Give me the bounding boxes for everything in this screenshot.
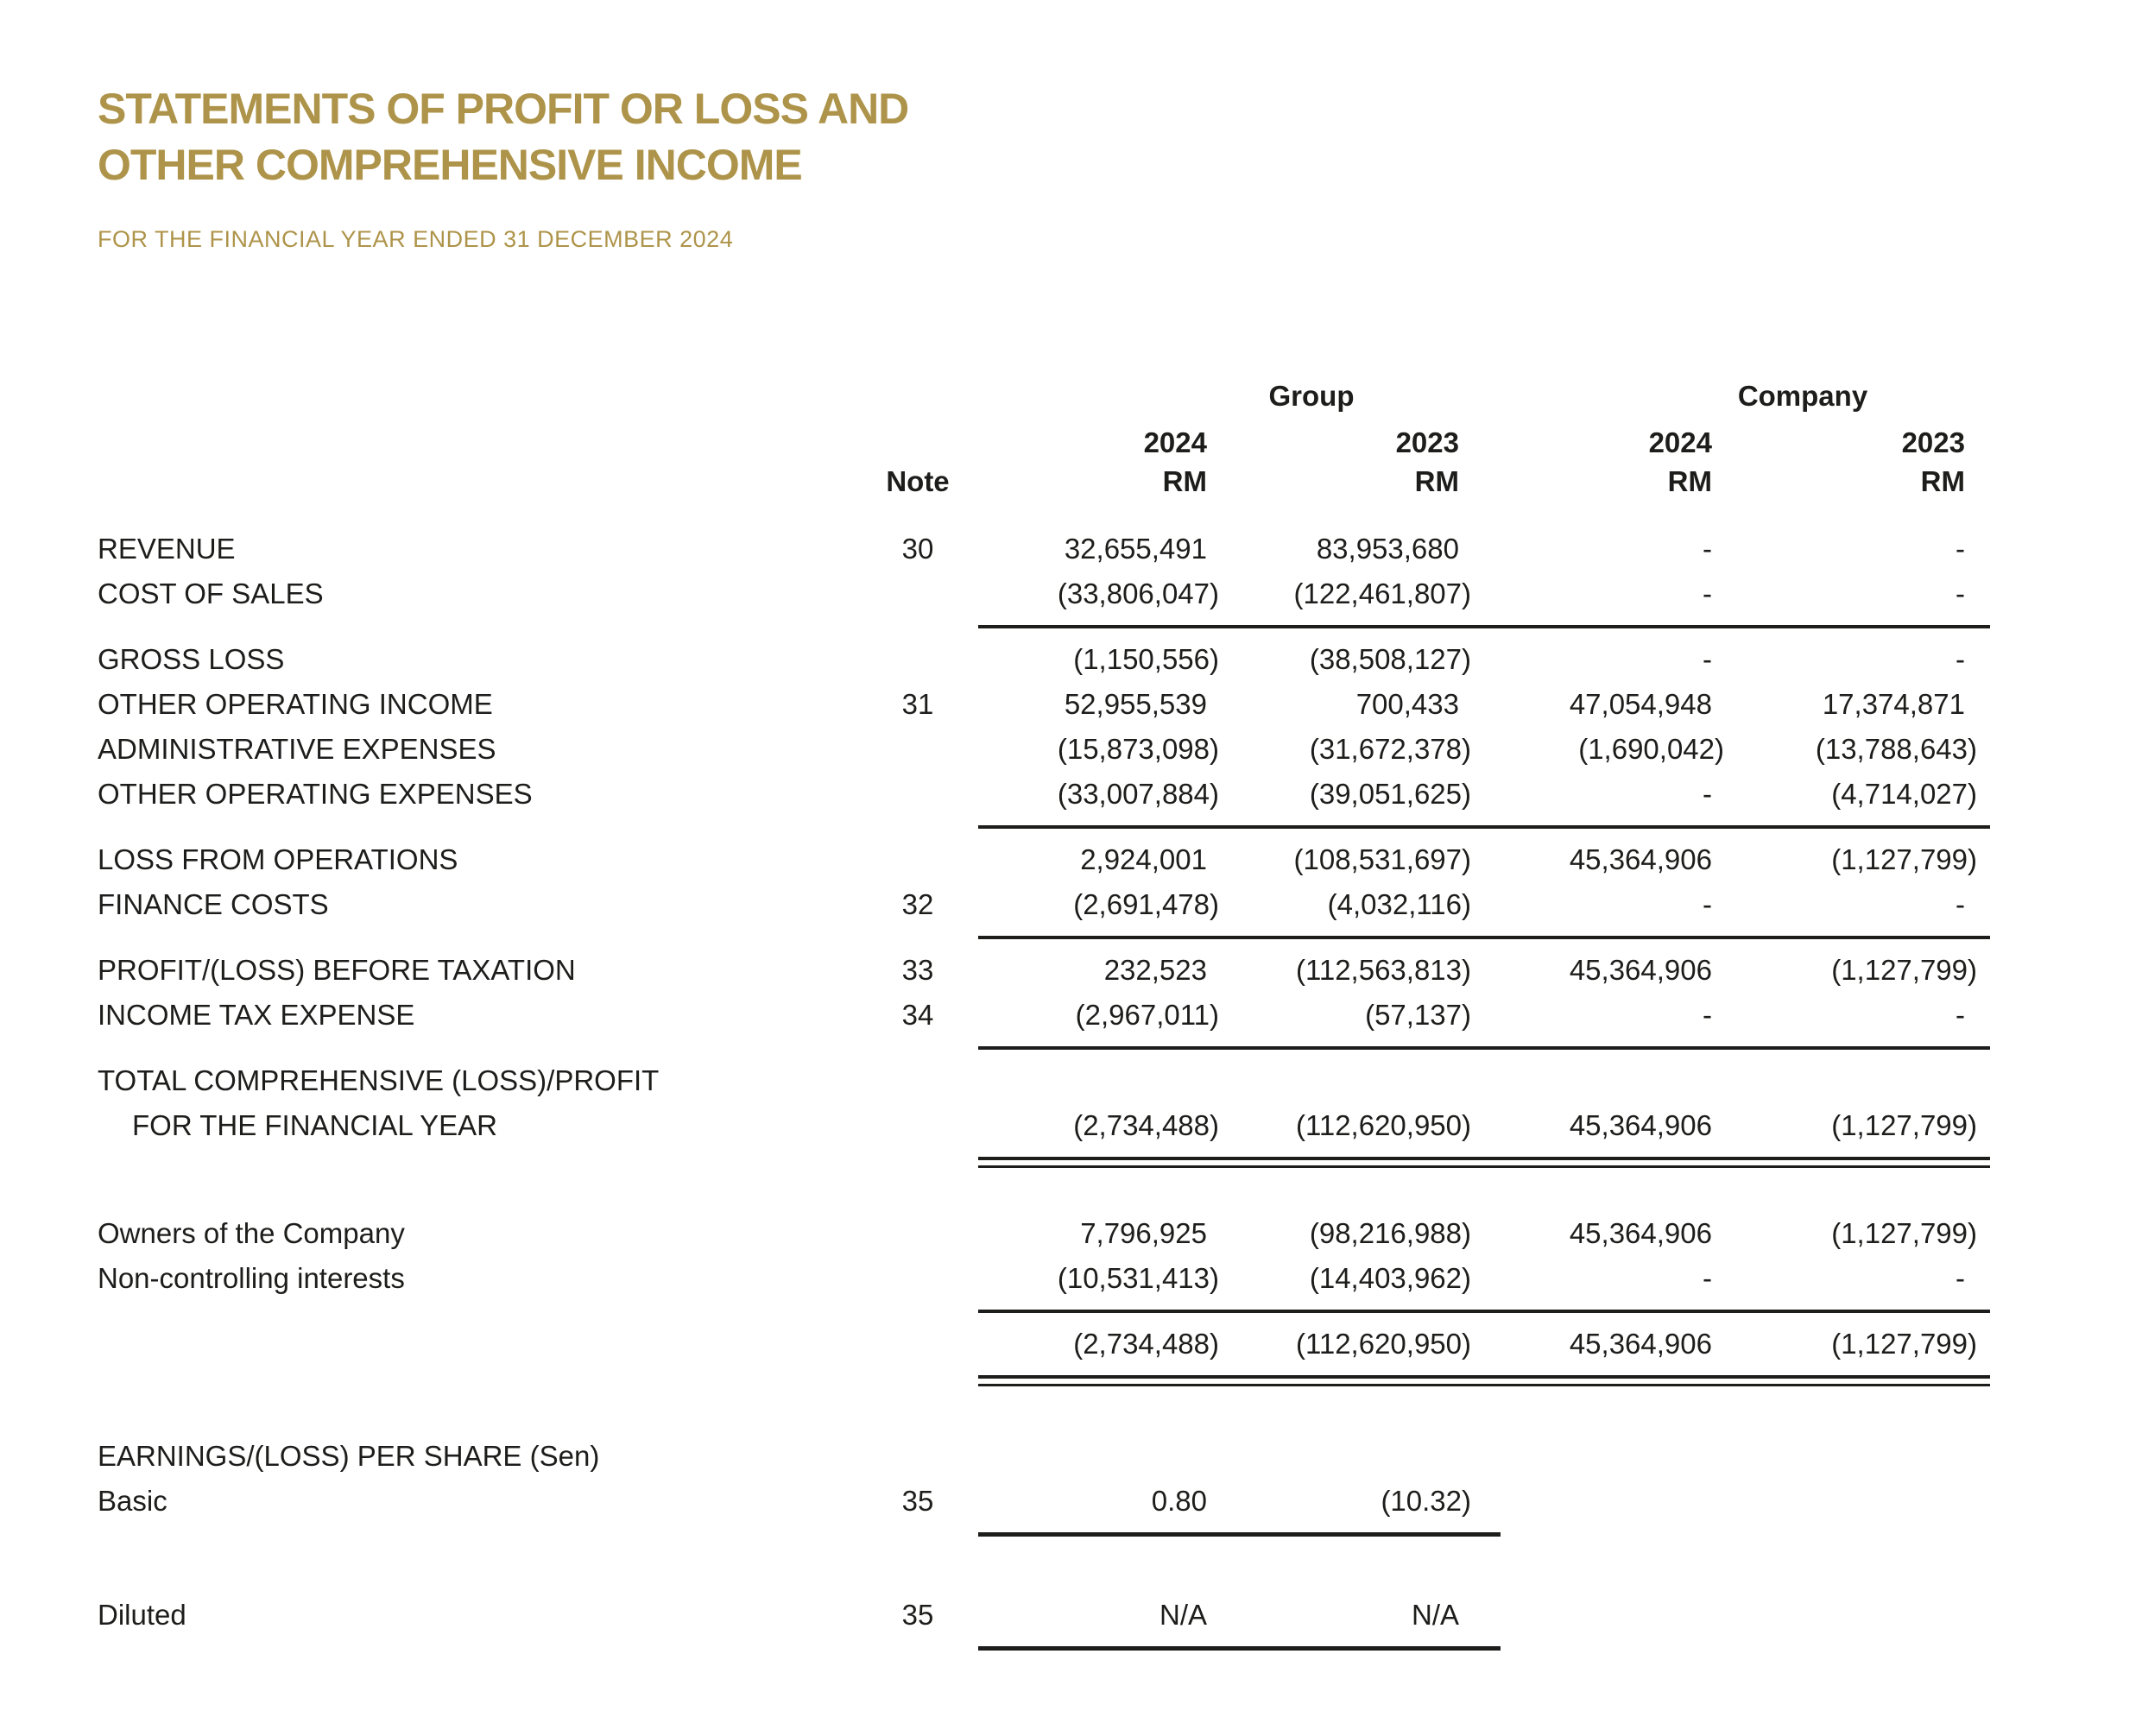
value-text: 2,924,001 xyxy=(1080,843,1207,875)
value-text: (33,007,884) xyxy=(1057,778,1219,810)
rm-header: RM xyxy=(1920,464,1965,497)
value-text: (31,672,378) xyxy=(1309,733,1471,765)
value-cell xyxy=(1712,1328,1977,1360)
value-cell xyxy=(1459,643,1712,676)
value-text: (1,127,799) xyxy=(1831,1217,1977,1249)
value-text: 47,054,948 xyxy=(1569,688,1712,720)
value-text: 17,374,871 xyxy=(1822,688,1965,720)
value-cell xyxy=(1459,1328,1712,1360)
rule-row xyxy=(978,817,1990,837)
value-cell xyxy=(1207,888,1471,921)
rule-line xyxy=(978,1157,1990,1168)
financial-table xyxy=(98,380,1993,1659)
value-text: (57,137) xyxy=(1365,999,1471,1031)
company-column-header: Company xyxy=(1737,380,1868,412)
value-cell xyxy=(978,688,1207,721)
currency-header-row xyxy=(98,462,1993,501)
table-row xyxy=(98,772,1993,817)
note-column-header: Note xyxy=(886,464,950,497)
group-column-header: Group xyxy=(1268,380,1355,412)
value-text: (122,461,807) xyxy=(1293,578,1471,609)
value-cell xyxy=(1207,1328,1471,1360)
value-cell xyxy=(1459,1262,1712,1295)
value-cell xyxy=(1459,778,1712,811)
value-cell xyxy=(1712,778,1977,811)
value-text: (14,403,962) xyxy=(1309,1262,1471,1294)
note-cell: 35 xyxy=(901,1485,934,1517)
row-gap xyxy=(98,1177,1993,1211)
table-row xyxy=(98,1211,1993,1256)
value-text: (1,127,799) xyxy=(1831,954,1977,986)
table-row xyxy=(98,993,1993,1038)
value-text: 45,364,906 xyxy=(1569,1217,1712,1249)
header-gap xyxy=(98,501,1993,527)
row-label: OTHER OPERATING EXPENSES xyxy=(98,778,533,810)
value-text: - xyxy=(1703,999,1712,1031)
value-cell xyxy=(978,778,1219,811)
row-label: INCOME TAX EXPENSE xyxy=(98,999,415,1031)
value-text: (1,127,799) xyxy=(1831,1328,1977,1360)
table-row xyxy=(98,1256,1993,1301)
value-cell xyxy=(1207,954,1471,987)
value-text: (33,806,047) xyxy=(1057,578,1219,609)
value-cell xyxy=(978,1109,1219,1142)
value-cell xyxy=(1207,1485,1471,1518)
value-cell xyxy=(1207,533,1459,565)
note-cell: 33 xyxy=(901,954,934,986)
value-cell xyxy=(978,1217,1207,1250)
value-text: - xyxy=(1703,643,1712,675)
value-text: (4,032,116) xyxy=(1327,888,1471,920)
row-label: LOSS FROM OPERATIONS xyxy=(98,843,458,875)
year-header-company-2023: 2023 xyxy=(1901,426,1965,458)
value-cell xyxy=(978,533,1207,565)
value-cell xyxy=(1207,843,1471,876)
value-cell xyxy=(1459,1109,1712,1142)
table-row xyxy=(98,1479,1993,1524)
value-cell xyxy=(1459,578,1712,610)
value-cell xyxy=(1712,643,1965,676)
year-header-company-2024: 2024 xyxy=(1648,426,1712,458)
note-cell: 31 xyxy=(901,688,934,720)
rule-row xyxy=(978,616,1990,637)
value-text: - xyxy=(1703,578,1712,609)
note-cell: 30 xyxy=(901,533,934,565)
note-cell: 35 xyxy=(901,1599,934,1631)
year-header-row xyxy=(98,423,1993,462)
value-cell xyxy=(1207,733,1471,766)
value-cell xyxy=(1712,533,1965,565)
row-label: Non-controlling interests xyxy=(98,1262,405,1294)
value-text: 0.80 xyxy=(1151,1485,1207,1517)
value-text: (98,216,988) xyxy=(1309,1217,1471,1249)
table-row xyxy=(98,948,1993,993)
value-cell xyxy=(1712,999,1965,1032)
value-cell xyxy=(1712,688,1965,721)
table-row xyxy=(98,682,1993,727)
value-cell xyxy=(1207,1599,1459,1632)
rule-row xyxy=(978,1638,1501,1659)
rule-line xyxy=(978,825,1990,829)
row-label: OTHER OPERATING INCOME xyxy=(98,688,493,720)
value-cell xyxy=(1459,1217,1712,1250)
rule-row xyxy=(978,1038,1990,1058)
value-cell xyxy=(978,643,1219,676)
value-text: (1,150,556) xyxy=(1073,643,1219,675)
value-cell xyxy=(1207,1217,1471,1250)
row-label: ADMINISTRATIVE EXPENSES xyxy=(98,733,496,765)
value-cell xyxy=(978,1262,1219,1295)
rule-row xyxy=(978,927,1990,948)
value-text: 45,364,906 xyxy=(1569,1328,1712,1360)
table-row xyxy=(98,1058,1993,1103)
value-cell xyxy=(1459,733,1724,766)
table-row xyxy=(98,1322,1993,1367)
value-cell xyxy=(1459,688,1712,721)
value-text: - xyxy=(1956,578,1965,609)
value-text: 45,364,906 xyxy=(1569,954,1712,986)
row-label: TOTAL COMPREHENSIVE (LOSS)/PROFIT xyxy=(98,1064,660,1096)
value-cell xyxy=(1459,999,1712,1032)
value-text: 7,796,925 xyxy=(1080,1217,1207,1249)
value-text: - xyxy=(1703,778,1712,810)
value-cell xyxy=(1207,999,1471,1032)
rm-header: RM xyxy=(1162,464,1207,497)
value-cell xyxy=(1207,778,1471,811)
table-row xyxy=(98,1593,1993,1638)
rule-row xyxy=(978,1148,1990,1177)
value-cell xyxy=(1712,733,1977,766)
value-cell xyxy=(1712,578,1965,610)
value-cell xyxy=(978,1599,1207,1632)
value-text: - xyxy=(1956,533,1965,565)
value-text: 52,955,539 xyxy=(1064,688,1207,720)
value-text: (15,873,098) xyxy=(1057,733,1219,765)
value-cell xyxy=(978,954,1207,987)
value-text: (1,127,799) xyxy=(1831,843,1977,875)
rule-row xyxy=(978,1367,1990,1395)
value-text: - xyxy=(1703,1262,1712,1294)
rule-line xyxy=(978,1375,1990,1386)
value-cell xyxy=(1459,533,1712,565)
year-header-group-2024: 2024 xyxy=(1143,426,1207,458)
value-text: 45,364,906 xyxy=(1569,843,1712,875)
rule-line xyxy=(978,1532,1501,1537)
note-cell: 32 xyxy=(901,888,934,920)
rule-line xyxy=(978,1310,1990,1313)
value-cell xyxy=(1207,688,1459,721)
value-cell xyxy=(978,1485,1207,1518)
value-cell xyxy=(1712,954,1977,987)
value-cell xyxy=(1207,1262,1471,1295)
year-header-group-2023: 2023 xyxy=(1395,426,1459,458)
rule-line xyxy=(978,936,1990,939)
value-text: (2,734,488) xyxy=(1073,1328,1219,1360)
value-text: - xyxy=(1703,533,1712,565)
table-row xyxy=(98,571,1993,616)
row-gap xyxy=(98,1395,1993,1434)
value-text: N/A xyxy=(1411,1599,1459,1631)
table-row xyxy=(98,882,1993,927)
rule-row xyxy=(978,1524,1501,1545)
row-label: GROSS LOSS xyxy=(98,643,285,675)
value-text: - xyxy=(1956,888,1965,920)
value-cell xyxy=(1712,1262,1965,1295)
value-text: - xyxy=(1956,643,1965,675)
value-cell xyxy=(1207,643,1471,676)
value-text: (2,734,488) xyxy=(1073,1109,1219,1141)
row-label: FINANCE COSTS xyxy=(98,888,329,920)
value-cell xyxy=(1459,954,1712,987)
value-cell xyxy=(1207,1109,1471,1142)
row-label: EARNINGS/(LOSS) PER SHARE (Sen) xyxy=(98,1440,600,1472)
value-cell xyxy=(978,578,1219,610)
row-label: Basic xyxy=(98,1485,167,1517)
value-text: (10,531,413) xyxy=(1057,1262,1219,1294)
page-title-line2: OTHER COMPREHENSIVE INCOME xyxy=(98,141,802,189)
row-label: Owners of the Company xyxy=(98,1217,405,1249)
table-body xyxy=(98,527,1993,1659)
rm-header: RM xyxy=(1414,464,1459,497)
value-cell xyxy=(1459,888,1712,921)
rule-row xyxy=(978,1301,1990,1322)
table-row xyxy=(98,1434,1993,1479)
value-text: (1,690,042) xyxy=(1578,733,1724,765)
table-row xyxy=(98,837,1993,882)
value-text: (39,051,625) xyxy=(1309,778,1471,810)
table-row xyxy=(98,727,1993,772)
value-cell xyxy=(1712,888,1965,921)
table-row xyxy=(98,527,1993,571)
row-label: REVENUE xyxy=(98,533,236,565)
value-cell xyxy=(1207,578,1471,610)
value-cell xyxy=(978,733,1219,766)
value-cell xyxy=(978,843,1207,876)
page-title xyxy=(98,81,908,193)
value-cell xyxy=(1459,843,1712,876)
row-label: FOR THE FINANCIAL YEAR xyxy=(132,1109,497,1141)
value-text: - xyxy=(1703,888,1712,920)
value-text: (1,127,799) xyxy=(1831,1109,1977,1141)
value-text: (2,967,011) xyxy=(1075,999,1219,1031)
row-label: COST OF SALES xyxy=(98,578,324,609)
column-group-header-row xyxy=(98,380,1993,423)
value-text: 232,523 xyxy=(1103,954,1207,986)
value-text: (112,563,813) xyxy=(1295,954,1471,986)
page-title-line1: STATEMENTS OF PROFIT OR LOSS AND xyxy=(98,85,909,133)
value-text: (4,714,027) xyxy=(1831,778,1977,810)
value-text: (38,508,127) xyxy=(1309,643,1471,675)
row-label: PROFIT/(LOSS) BEFORE TAXATION xyxy=(98,954,576,986)
value-text: 45,364,906 xyxy=(1569,1109,1712,1141)
value-text: (108,531,697) xyxy=(1293,843,1471,875)
value-cell xyxy=(1712,1109,1977,1142)
value-cell xyxy=(978,888,1219,921)
row-label: Diluted xyxy=(98,1599,186,1631)
rule-line xyxy=(978,625,1990,628)
value-text: - xyxy=(1956,1262,1965,1294)
page-subtitle: FOR THE FINANCIAL YEAR ENDED 31 DECEMBER 2024 xyxy=(98,226,734,252)
value-text: (112,620,950) xyxy=(1295,1109,1471,1141)
value-cell xyxy=(978,999,1219,1032)
rm-header: RM xyxy=(1667,464,1712,497)
value-cell xyxy=(1712,843,1977,876)
rule-line xyxy=(978,1046,1990,1050)
row-gap xyxy=(98,1545,1993,1593)
value-text: (10.32) xyxy=(1381,1485,1471,1517)
value-text: (13,788,643) xyxy=(1815,733,1977,765)
value-text: (2,691,478) xyxy=(1073,888,1219,920)
value-text: 700,433 xyxy=(1355,688,1459,720)
value-cell xyxy=(978,1328,1219,1360)
value-text: (112,620,950) xyxy=(1295,1328,1471,1360)
table-row xyxy=(98,637,1993,682)
note-cell: 34 xyxy=(901,999,934,1031)
value-text: 83,953,680 xyxy=(1316,533,1459,565)
value-text: N/A xyxy=(1159,1599,1207,1631)
table-row xyxy=(98,1103,1993,1148)
value-text: 32,655,491 xyxy=(1064,533,1207,565)
value-cell xyxy=(1712,1217,1977,1250)
rule-line xyxy=(978,1646,1501,1651)
value-text: - xyxy=(1956,999,1965,1031)
